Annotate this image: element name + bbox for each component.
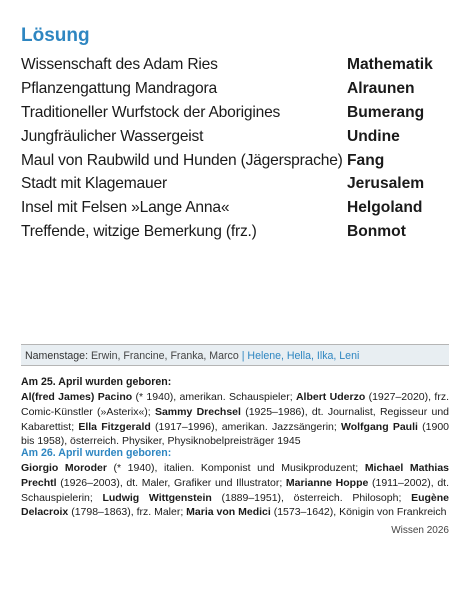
answer-text: Jerusalem <box>347 175 425 193</box>
person-info: (1917–1996), amerikan. Jazzsängerin; <box>150 420 341 433</box>
person-name: Giorgio Moroder <box>21 462 107 474</box>
person-name: Ludwig Wittgenstein <box>102 491 212 504</box>
solution-row <box>21 223 451 247</box>
clue-text: Insel mit Felsen »Lange Anna« <box>21 199 230 217</box>
person-name: Sammy Drechsel <box>154 405 241 418</box>
namenstage-separator: | <box>241 350 245 362</box>
solution-row <box>21 175 451 199</box>
person-name: Al(fred James) Pacino <box>21 391 133 403</box>
person-name: Ella Fitzgerald <box>78 420 151 433</box>
person-info: (1889–1951), österreich. Philosoph; <box>211 491 412 504</box>
birthdays-text-25 <box>21 390 449 449</box>
person-name: Maria von Medici <box>186 506 271 519</box>
solution-row <box>21 152 451 176</box>
person-name: Eugène Delacroix <box>21 491 449 519</box>
answer-text: Bonmot <box>347 223 406 241</box>
person-info: (* 1940), amerikan. Schauspieler; <box>132 391 296 403</box>
person-info: (1798–1863), frz. Maler; <box>68 506 187 519</box>
person-info: (1900 bis 1958), österreich. Physiker, Physiknobelpreisträger 1945 <box>21 420 450 448</box>
solution-row <box>21 56 451 80</box>
person-name: Michael Mathias Prechtl <box>21 462 449 489</box>
birthdays-heading-25: Am 25. April wurden geboren: <box>21 376 172 388</box>
answer-text: Undine <box>347 127 400 145</box>
clue-text: Jungfräulicher Wassergeist <box>21 127 204 145</box>
answer-text: Helgoland <box>347 199 423 217</box>
clue-text: Maul von Raubwild und Hunden (Jägersprache) <box>21 151 343 169</box>
person-info: (1925–1986), dt. Journalist, Regisseur und Kabarettist; <box>21 405 449 433</box>
clue-text: Traditioneller Wurfstock der Aborigines <box>21 103 281 121</box>
person-info: (1926–2003), dt. Maler, Grafiker und Illustrator; <box>56 476 286 489</box>
person-info: (* 1940), italien. Komponist und Musikproduzent; <box>106 462 365 474</box>
solution-row <box>21 104 451 128</box>
clue-text: Wissenschaft des Adam Ries <box>21 56 218 73</box>
namenstage-names: Erwin, Francine, Franka, Marco <box>90 350 239 362</box>
clue-text: Treffende, witzige Bemerkung (frz.) <box>21 223 257 241</box>
solution-row <box>21 80 451 104</box>
person-name: Marianne Hoppe <box>285 476 369 489</box>
clue-text: Pflanzengattung Mandragora <box>21 79 217 97</box>
solution-list <box>21 56 451 247</box>
namenstage-band <box>21 344 449 366</box>
namenstage-names-highlight: Helene, Hella, Ilka, Leni <box>247 350 360 362</box>
clue-text: Stadt mit Klagemauer <box>21 175 167 193</box>
person-name: Wolfgang Pauli <box>341 420 418 433</box>
answer-text: Alraunen <box>347 79 415 97</box>
person-name: Albert Uderzo <box>295 391 366 403</box>
page-title: Lösung <box>21 25 90 46</box>
footer-label: Wissen 2026 <box>391 525 449 536</box>
answer-text: Fang <box>347 151 385 169</box>
birthdays-text-26 <box>21 461 449 520</box>
answer-text: Bumerang <box>347 103 425 121</box>
person-info: (1911–2002), dt. Schauspielerin; <box>21 476 450 504</box>
person-info: (1573–1642), Königin von Frankreich <box>270 506 447 519</box>
birthdays-heading-26: Am 26. April wurden geboren: <box>21 447 172 459</box>
solution-row <box>21 199 451 223</box>
person-info: (1927–2020), frz. Comic-Künstler (»Asterix«); <box>21 391 449 418</box>
namenstage-label: Namenstage: <box>25 350 89 362</box>
answer-text: Mathematik <box>347 56 433 73</box>
solution-row <box>21 128 451 152</box>
